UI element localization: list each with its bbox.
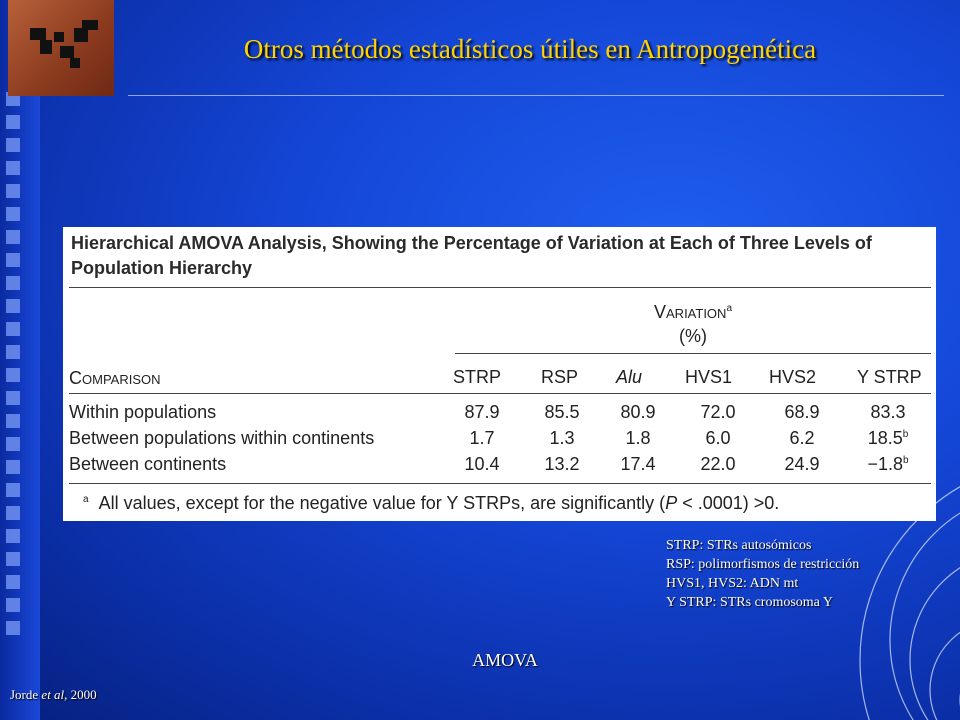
col-hvs1: HVS1 [685, 367, 733, 387]
col-hvs2: HVS2 [769, 367, 817, 387]
table-cell: 6.0 [705, 428, 731, 448]
table-cell: −1.8$^b$ [867, 454, 909, 474]
title-divider [128, 95, 944, 96]
variation-label: Variation [654, 302, 727, 322]
logo-icon [30, 18, 110, 78]
table-cell: 18.5$^b$ [867, 428, 909, 448]
comparison-header: Comparison [69, 368, 161, 388]
legend-item: STRP: STRs autosómicos [666, 538, 812, 553]
header-rule [69, 393, 931, 394]
variation-header [623, 297, 763, 348]
row-label: Between populations within continents [69, 428, 375, 448]
col-strp: STRP [453, 367, 502, 387]
table-cell: 83.3 [870, 402, 906, 422]
table-cell: 13.2 [544, 454, 580, 474]
row-label: Between continents [69, 454, 227, 474]
legend-item: HVS1, HVS2: ADN mt [666, 576, 799, 591]
col-ystrp: Y STRP [857, 367, 922, 387]
table-cell: 22.0 [700, 454, 736, 474]
abbreviation-legend [666, 536, 859, 612]
table-footnote: $^a$ All values, except for the negative value for Y STRPs, are significantly (P < .0001) >0. [83, 493, 780, 513]
table-cell: 1.3 [549, 428, 575, 448]
university-logo [8, 0, 114, 96]
table-cell: 85.5 [544, 402, 580, 422]
table-cell: 24.9 [784, 454, 820, 474]
table-cell: 1.8 [625, 428, 651, 448]
table-cell: 6.2 [789, 428, 815, 448]
legend-item: RSP: polimorfismos de restricción [666, 557, 860, 572]
table-top-rule [69, 287, 931, 288]
legend-item: Y STRP: STRs cromosoma Y [666, 595, 833, 610]
table-cell: 87.9 [464, 402, 500, 422]
table-cell: 72.0 [700, 402, 736, 422]
slide-title: Otros métodos estadísticos útiles en Antropogenética [243, 34, 817, 64]
citation: Jorde et al, 2000 [10, 687, 97, 702]
table-cell: 68.9 [784, 402, 820, 422]
table-title: Hierarchical AMOVA Analysis, Showing the Percentage of Variation at Each of Three Levels of Population Hierarchy [71, 233, 872, 278]
footer-label: AMOVA [472, 650, 538, 670]
col-rsp: RSP [541, 367, 579, 387]
row-label: Within populations [69, 402, 217, 422]
variation-rule [455, 353, 931, 354]
amova-table [63, 227, 936, 521]
variation-sup: a [726, 303, 732, 314]
table-cell: 10.4 [464, 454, 500, 474]
table-bottom-rule [69, 483, 931, 484]
table-cell: 1.7 [469, 428, 495, 448]
table-cell: 80.9 [620, 402, 656, 422]
variation-unit: (%) [679, 326, 707, 346]
col-alu: Alu [616, 367, 643, 387]
table-cell: 17.4 [620, 454, 656, 474]
